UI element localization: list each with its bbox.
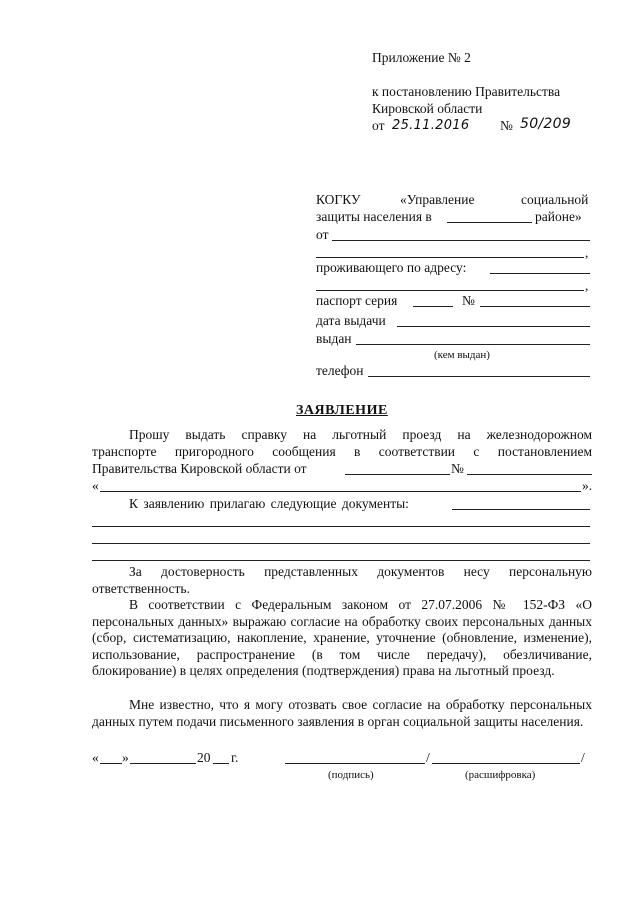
request-line-1: Прошу выдать справку на льготный проезд на железнодорожном bbox=[129, 427, 592, 442]
address-label: проживающего по адресу: bbox=[316, 260, 467, 275]
signature-line bbox=[285, 763, 425, 764]
responsibility-paragraph: За достоверность представленных документов несу персональную ответственность. bbox=[92, 564, 592, 596]
phone-line bbox=[368, 376, 590, 377]
passport-series-line bbox=[413, 306, 453, 307]
decode-hint: (расшифровка) bbox=[465, 769, 536, 781]
resolution-number-line bbox=[467, 474, 592, 475]
request-line-3a: Правительства Кировской области от bbox=[92, 461, 307, 476]
attachments-line-2 bbox=[92, 543, 590, 544]
address-comma: , bbox=[585, 278, 589, 293]
address-field-line bbox=[490, 273, 590, 274]
attachments-line-0 bbox=[452, 509, 590, 510]
sign-day-line bbox=[100, 763, 122, 764]
consent-paragraph: В соответствии с Федеральным законом от 27.07.2006 № 152-ФЗ «О персональных данных» выражаю согласие на обработку своих персональных данных (сбор, систематизацию, накопление, хранение, уточнение (обновление, изменение), использование, распространение (в том числе передачу), обезличивание, блокирование) в целях определения (подтверждения) права на льготный проезд. bbox=[92, 597, 592, 678]
resolution-date-line bbox=[345, 474, 450, 475]
resolution-number-prefix: № bbox=[500, 118, 513, 133]
resolution-number-handwritten: 50/209 bbox=[520, 116, 572, 132]
resolution-date-handwritten: 25.11.2016 bbox=[392, 118, 470, 133]
signature-hint: (подпись) bbox=[328, 769, 374, 781]
from-label: от bbox=[316, 227, 329, 242]
sign-year-suffix: г. bbox=[231, 750, 239, 765]
issue-date-line bbox=[397, 326, 590, 327]
sign-date-quote-close: » bbox=[122, 750, 129, 765]
passport-number-label: № bbox=[462, 293, 475, 308]
request-line-2: транспорте пригородного сообщения в соответствии с постановлением bbox=[92, 444, 592, 459]
from-comma: , bbox=[585, 245, 589, 260]
issue-date-label: дата выдачи bbox=[316, 313, 386, 328]
appendix-label: Приложение № 2 bbox=[372, 50, 471, 65]
resolution-title-line bbox=[100, 491, 581, 492]
sign-year-line bbox=[213, 763, 229, 764]
attachments-line-1 bbox=[92, 526, 590, 527]
appendix-line-2: Кировской области bbox=[372, 101, 483, 116]
addressee-org-left: КОГКУ bbox=[316, 192, 361, 207]
resolution-date-prefix: от bbox=[372, 118, 385, 133]
signature-slash-2: / bbox=[581, 750, 585, 765]
attachments-label: К заявлению прилагаю следующие документы: bbox=[129, 496, 409, 511]
addressee-org-line-2a: защиты населения в bbox=[316, 209, 432, 224]
phone-label: телефон bbox=[316, 363, 364, 378]
from-field-line-2 bbox=[316, 257, 584, 258]
resolution-title-quote-open: « bbox=[92, 478, 99, 493]
address-field-line-2 bbox=[316, 290, 584, 291]
addressee-org-mid: «Управление bbox=[400, 192, 475, 207]
request-line-3b: № bbox=[451, 461, 464, 476]
issued-by-hint: (кем выдан) bbox=[434, 349, 490, 361]
appendix-line-1: к постановлению Правительства bbox=[372, 84, 561, 99]
sign-year-prefix: 20 bbox=[197, 750, 211, 765]
passport-series-label: паспорт серия bbox=[316, 293, 398, 308]
passport-number-line bbox=[480, 306, 590, 307]
issued-by-line bbox=[356, 344, 590, 345]
addressee-org-line-2b: районе» bbox=[535, 209, 582, 224]
sign-month-line bbox=[130, 763, 196, 764]
signature-decode-line bbox=[432, 763, 580, 764]
attachments-line-3 bbox=[92, 560, 590, 561]
sign-date-quote-open: « bbox=[92, 750, 99, 765]
district-field-line bbox=[447, 222, 532, 223]
from-field-line bbox=[332, 240, 590, 241]
issued-by-label: выдан bbox=[316, 331, 352, 346]
statement-title: ЗАЯВЛЕНИЕ bbox=[296, 403, 388, 418]
addressee-org-right: социальной bbox=[521, 192, 589, 207]
revoke-paragraph: Мне известно, что я могу отозвать свое согласие на обработку персональных данных путем подачи письменного заявления в орган социальной защиты населения. bbox=[92, 697, 592, 729]
signature-slash-1: / bbox=[426, 750, 430, 765]
resolution-title-quote-close: ». bbox=[582, 478, 593, 493]
